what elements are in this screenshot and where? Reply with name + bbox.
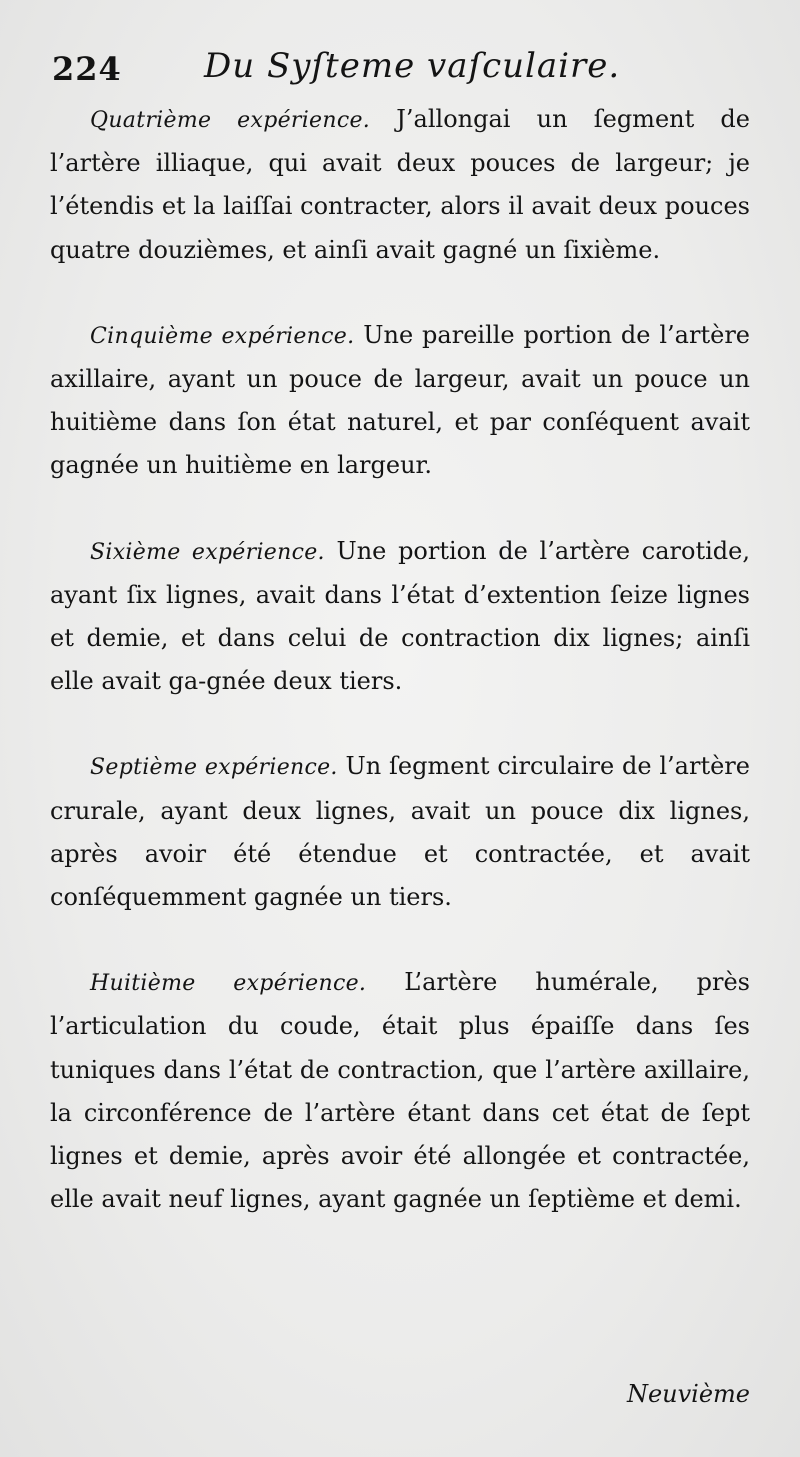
paragraph-experiment-8 [50,961,750,1221]
paragraph-text: Une pareille portion de l’artère axillaire, ayant un pouce de largeur, avait un pouce un huitième dans ſon état naturel, et par conſéquent avait gagnée un huitième en largeur. [50,320,750,480]
running-title: Du Syſteme vaſculaire. [204,46,621,86]
page-number: 224 [52,50,122,88]
paragraph-lead: Sixième expérience. [90,539,325,565]
paragraph-experiment-5 [50,314,750,488]
paragraph-lead: Huitième expérience. [90,971,367,997]
paragraph-lead: Cinquième expérience. [90,323,355,349]
paragraph-text: J’allongai un ſegment de l’artère illiaque, qui avait deux pouces de largeur; je l’étendis et la laiſſai contracter, alors il avait deux pouces quatre douzièmes, et ainſi avait gagné un ſixième. [50,105,751,264]
paragraph-text: L’artère humérale, près l’articulation du coude, était plus épaiſſe dans ſes tuniques dans l’état de contraction, que l’artère axillaire, la circonférence de l’artère étant dans cet état de ſept lignes et demie, après avoir été allongée et contractée, elle avait neuf lignes, ayant gagnée un ſeptième et demi. [50,968,750,1214]
paragraph-text: Un ſegment circulaire de l’artère crurale, ayant deux lignes, avait un pouce dix lignes, après avoir été étendue et contractée, et avait conſéquemment gagnée un tiers. [50,752,750,912]
paragraph-lead: Septième expérience. [90,755,338,781]
paragraph-experiment-4 [50,98,750,272]
catchword: Neuvième [626,1380,750,1408]
page-body [50,98,750,1221]
running-head [52,46,752,94]
paragraph-experiment-6 [50,530,750,704]
paragraph-lead: Quatrième expérience. [90,108,371,133]
paragraph-text: Une portion de l’artère carotide, ayant ſix lignes, avait dans l’état d’extention ſeize lignes et demie, et dans celui de contraction dix lignes; ainſi elle avait ga-gnée deux tiers. [50,536,750,696]
paragraph-experiment-7 [50,745,750,919]
